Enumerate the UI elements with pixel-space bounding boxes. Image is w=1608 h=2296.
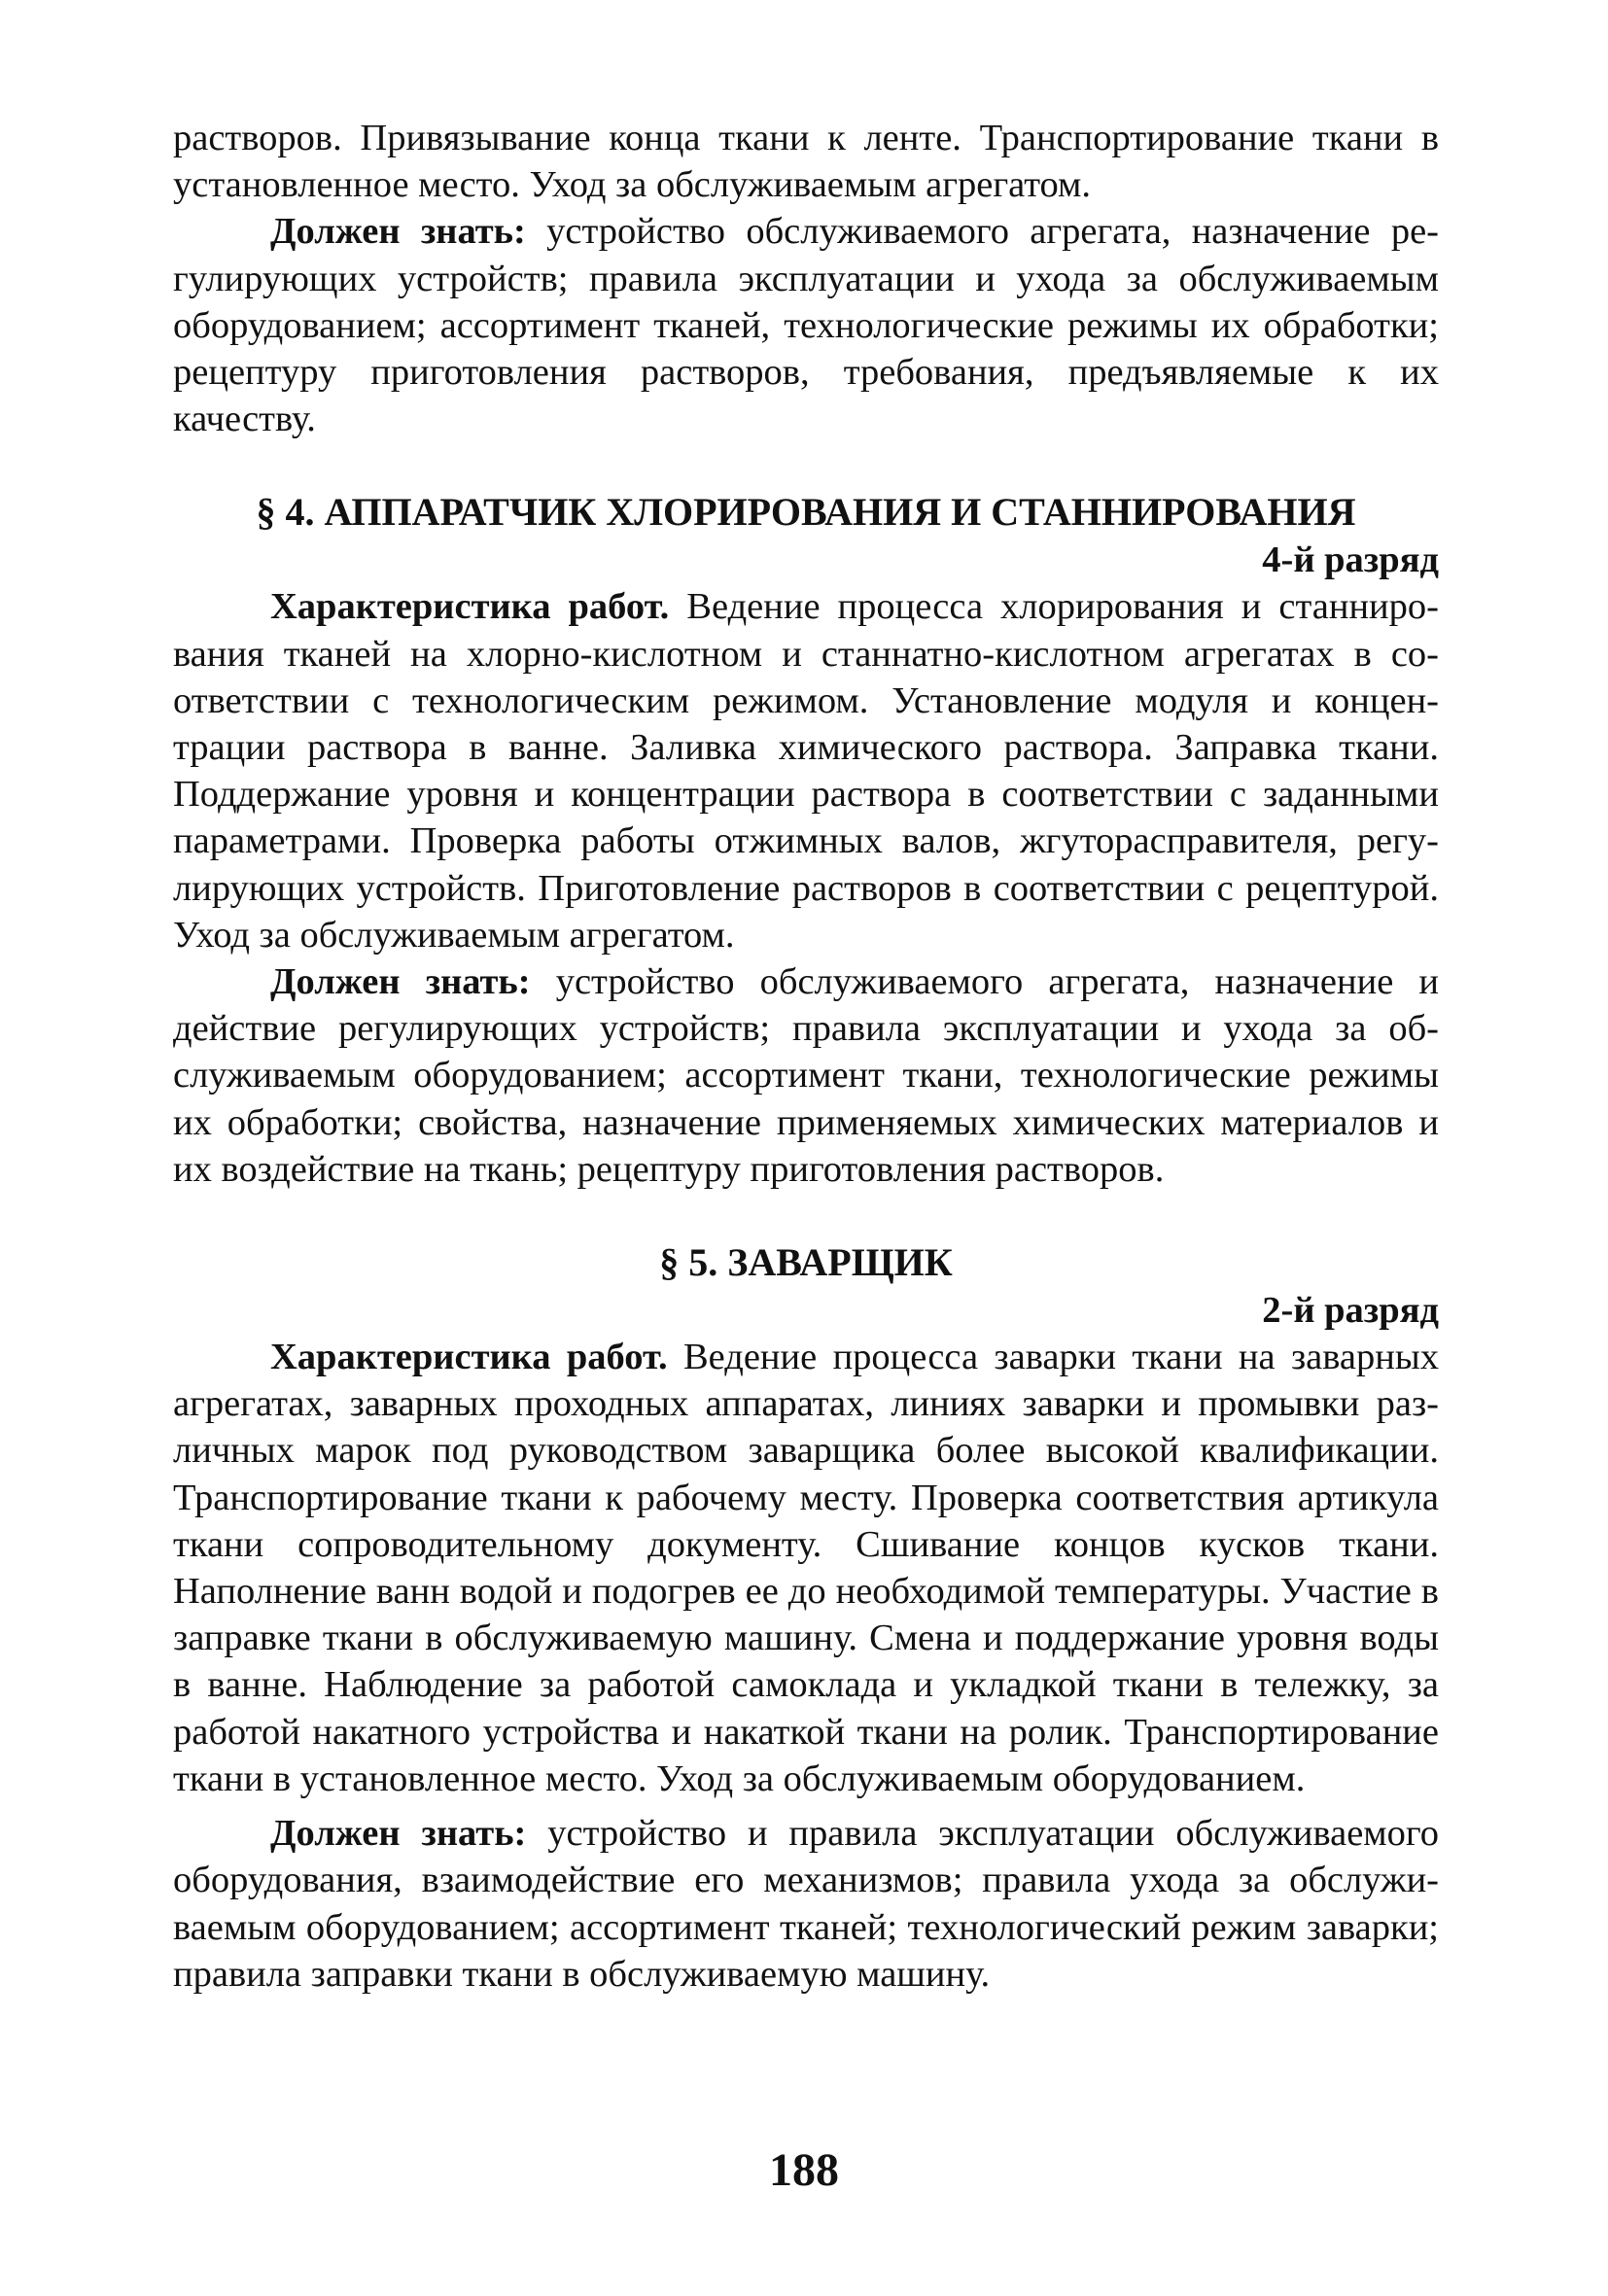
- section-5-grade: 2-й разряд: [1262, 1290, 1439, 1332]
- knowledge-paragraph: [173, 208, 1439, 442]
- knowledge-lead: Должен знать:: [270, 961, 531, 1003]
- knowledge-text: устройство обслуживаемого агрегата, назначение регулирующих устройств; правила эксплуатации и ухода за обслуживаемым оборудованием; ассортимент тканей, технологические режимы их обработки; рецептуру приготовления растворов, требования, предъявляемые к их качеству.: [173, 211, 1439, 440]
- knowledge-lead: Должен знать:: [270, 1813, 527, 1855]
- section-5-work-paragraph: [173, 1334, 1439, 1802]
- section-4-work-paragraph: [173, 583, 1439, 958]
- work-lead: Характеристика работ.: [270, 586, 670, 628]
- work-lead: Характеристика работ.: [270, 1337, 668, 1378]
- knowledge-text: устройство и правила эксплуатации обслуживаемого оборудования, взаимодействие его механизмов; правила ухода за обслуживаемым оборудованием; ассортимент тканей; технологический режим заварки; правила заправки ткани в обслуживаемую машину.: [173, 1813, 1439, 1995]
- section-5-knowledge-paragraph: [173, 1810, 1439, 1998]
- knowledge-text: устройство обслуживаемого агрегата, назначение и действие регулирующих устройств; правила эксплуатации и ухода за обслуживаемым оборудованием; ассортимент ткани, технологические режимы их обработки; свойства, назначение применяемых химических материалов и их воздействие на ткань; рецептуру приготовления растворов.: [173, 961, 1440, 1190]
- page-number: 188: [769, 2144, 839, 2196]
- knowledge-lead: Должен знать:: [270, 211, 526, 253]
- work-text: Ведение процесса заварки ткани на заварных агрегатах, заварных проходных аппаратах, линиях заварки и промывки различных марок под руководством заварщика более высокой квалификации. Транспортирование ткани к рабочему месту. Проверка соответствия артикула ткани сопроводительному документу. Сшивание концов кусков ткани. Наполнение ванн водой и подогрев ее до необходимой температуры. Участие в заправке ткани в обслуживаемую машину. Смена и поддержание уровня воды в ванне. Наблюдение за работой самоклада и укладкой ткани в тележку, за работой накатного устройства и накаткой ткани на ролик. Транспортирование ткани в установленное место. Уход за обслуживаемым оборудованием.: [173, 1337, 1439, 1799]
- page-body: [173, 115, 1439, 1998]
- section-4-knowledge-paragraph: [173, 958, 1439, 1193]
- section-4-title: § 4. АППАРАТЧИК ХЛОРИРОВАНИЯ И СТАННИРОВАНИЯ: [256, 490, 1356, 535]
- section-4-grade: 4-й разряд: [1262, 539, 1439, 581]
- work-text: Ведение процесса хлорирования и станнирования тканей на хлорно-кислотном и станнатно-кислотном агрегатах в соответствии с технологическим режимом. Установление модуля и концентрации раствора в ванне. Заливка химического раствора. Заправка ткани. Поддержание уровня и концентрации раствора в соответствии с заданными параметрами. Проверка работы отжимных валов, жгуторасправителя, регулирующих устройств. Приготовление растворов в соответствии с рецептурой. Уход за обслуживаемым агрегатом.: [173, 586, 1439, 956]
- section-5-title: § 5. ЗАВАРЩИК: [659, 1240, 953, 1285]
- continuation-paragraph: растворов. Привязывание конца ткани к ленте. Транспортирование ткани в установленное место. Уход за обслуживаемым агрегатом.: [173, 118, 1439, 206]
